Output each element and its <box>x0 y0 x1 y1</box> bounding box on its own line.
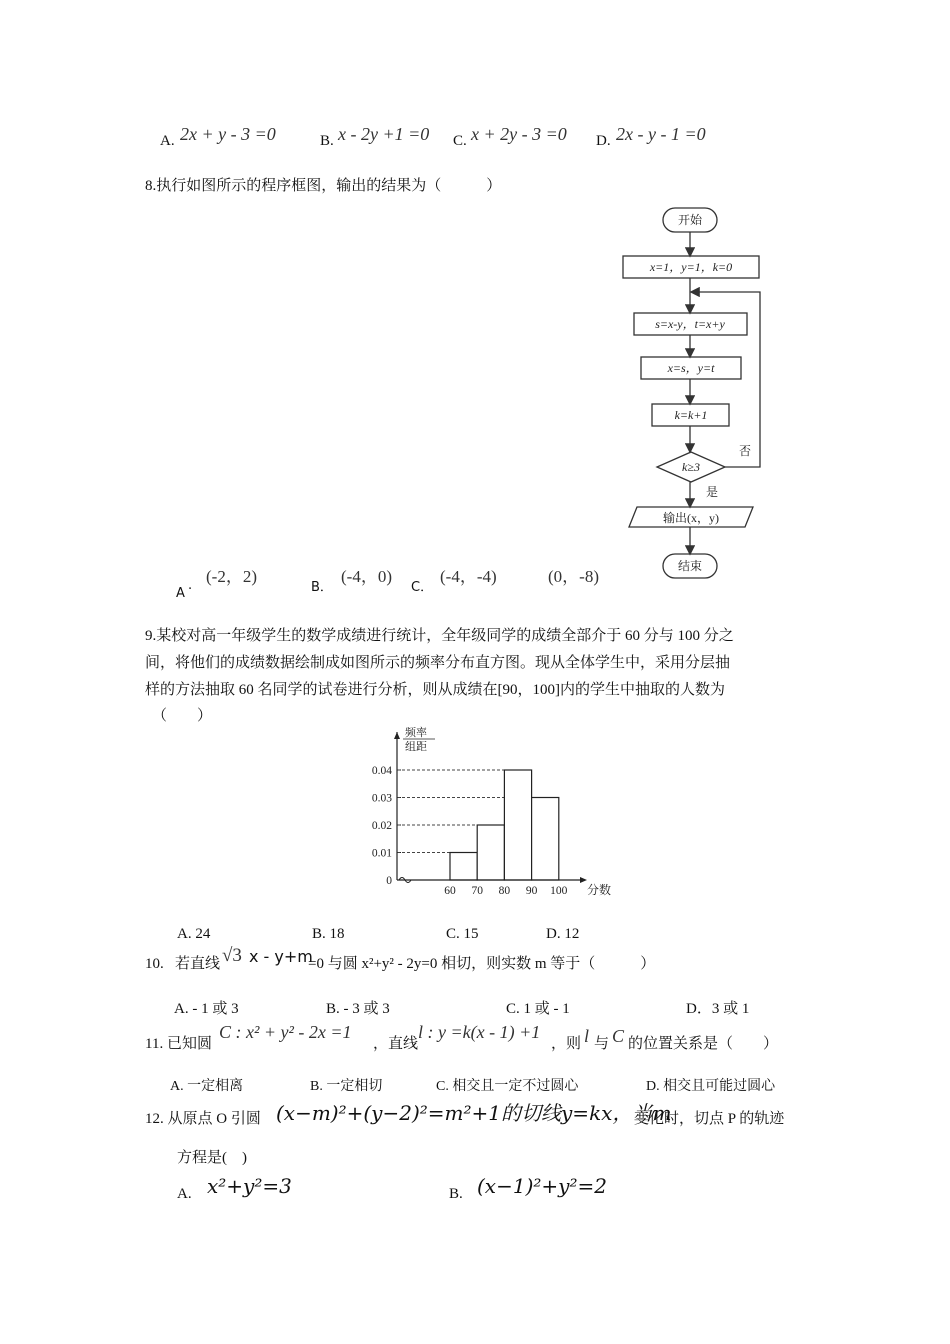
flow-condition-text: k≥3 <box>682 460 700 474</box>
q12-number: 12. 从原点 O 引圆 <box>145 1111 261 1127</box>
q11-tail-pre: ，则 <box>551 1036 582 1052</box>
q7-option-b-label: B. <box>320 133 334 149</box>
q10-number: 10. <box>145 956 164 972</box>
q11-l: l <box>584 1026 590 1046</box>
q12-option-a-expr: x²+y²=3 <box>207 1174 292 1198</box>
q11-option-b: B. 一定相切 <box>310 1079 383 1094</box>
hist-y-tick-label: 0.02 <box>371 820 392 832</box>
q12-tail: 变化时，切点 P 的轨迹 <box>634 1111 785 1127</box>
hist-x-tick-label: 70 <box>471 885 483 897</box>
q7-option-c-label: C. <box>453 133 467 149</box>
hist-bar-90-100 <box>532 798 559 881</box>
flow-yes-label: 是 <box>705 485 719 499</box>
q10-post: =0 与圆 x²+y² - 2y=0 相切，则实数 m 等于（ ） <box>308 956 656 972</box>
q8-option-b-value: (-4，0) <box>341 567 392 586</box>
q9-option-b: B. 18 <box>312 926 345 942</box>
q7-option-a-expr: 2x + y - 3 =0 <box>180 124 276 144</box>
q11-option-a: A. 一定相离 <box>170 1079 244 1094</box>
q8-option-b-label: B． <box>311 580 333 595</box>
q10-pre: 若直线 <box>175 956 221 972</box>
q11-tail: 的位置关系是（ ） <box>628 1036 779 1052</box>
hist-y-arrow <box>394 732 400 739</box>
q11-c: C <box>612 1026 625 1046</box>
q8-option-a-label: A <box>176 586 185 601</box>
hist-y-tick-label: 0.03 <box>371 792 392 805</box>
q7-option-a-label: A. <box>160 133 175 149</box>
q11-mid: ，直线 <box>373 1036 419 1052</box>
hist-bar-70-80 <box>477 825 504 880</box>
q11-circle-eq: C : x² + y² - 2x =1 <box>219 1022 352 1042</box>
q7-option-c-expr: x + 2y - 3 =0 <box>471 124 567 144</box>
q9-stem-line-1: 9.某校对高一年级学生的数学成绩进行统计，全年级同学的成绩全部介于 60 分与 100 分之 <box>145 628 734 644</box>
q7-option-d-label: D. <box>596 133 611 149</box>
q11-with: 与 <box>594 1036 610 1052</box>
q10-option-c: C. 1 或 - 1 <box>506 1001 570 1017</box>
q12-option-b-expr: (x−1)²+y²=2 <box>477 1174 607 1198</box>
hist-bar-80-90 <box>504 770 531 880</box>
hist-x-tick-label: 60 <box>444 885 456 897</box>
q9-stem-line-4: （ ） <box>152 708 213 724</box>
hist-bar-60-70 <box>450 853 477 881</box>
q9-option-c: C. 15 <box>446 926 479 942</box>
q10-option-d: D．3 或 1 <box>686 1001 750 1017</box>
hist-ylabel-top: 频率 <box>405 727 427 739</box>
hist-x-tick-label: 100 <box>550 885 568 897</box>
flow-step3-text: k=k+1 <box>674 408 708 422</box>
q12-expr: (x−m)²+(y−2)²=m²+1的切线y=kx，当m <box>276 1101 672 1125</box>
flow-step1-text: s=x-y，t=x+y <box>655 317 725 331</box>
hist-x-arrow <box>580 877 587 883</box>
q8-option-a-value: (-2，2) <box>206 567 257 586</box>
flow-step2-text: x=s，y=t <box>667 361 715 375</box>
q7-option-d-expr: 2x - y - 1 =0 <box>616 124 706 144</box>
q8-option-a-dot: . <box>188 578 193 593</box>
q8-option-d-value: (0，-8) <box>548 567 599 586</box>
q11-number: 11. 已知圆 <box>145 1036 212 1052</box>
q8-option-c-label: C． <box>411 580 434 595</box>
hist-y-tick-label: 0 <box>386 875 392 887</box>
q12-option-a-label: A. <box>177 1186 192 1202</box>
q12-line2: 方程是( ) <box>177 1150 247 1166</box>
q8-option-c-value: (-4，-4) <box>440 567 497 586</box>
flow-start-text: 开始 <box>677 213 703 227</box>
hist-ylabel-bottom: 组距 <box>405 741 427 753</box>
flow-end-text: 结束 <box>677 559 703 573</box>
hist-xlabel: 分数 <box>587 883 612 897</box>
q9-option-d: D. 12 <box>546 926 580 942</box>
q9-histogram <box>355 722 615 902</box>
q10-expr: x - y+m <box>249 947 313 966</box>
flow-no-label: 否 <box>738 444 752 458</box>
q9-stem-line-2: 间，将他们的成绩数据绘制成如图所示的频率分布直方图。现从全体学生中，采用分层抽 <box>145 655 731 671</box>
hist-y-tick-label: 0.04 <box>371 765 392 777</box>
q7-option-b-expr: x - 2y +1 =0 <box>338 124 430 144</box>
hist-x-tick-label: 80 <box>498 885 511 897</box>
flow-init-text: x=1，y=1，k=0 <box>649 260 733 274</box>
q11-option-d: D. 相交且可能过圆心 <box>646 1079 776 1094</box>
q12-option-b-label: B. <box>449 1186 463 1202</box>
hist-x-tick-label: 90 <box>525 885 538 897</box>
q10-option-b: B. - 3 或 3 <box>326 1001 390 1017</box>
q10-sqrt: √3 <box>222 945 242 966</box>
q8-stem: 8.执行如图所示的程序框图，输出的结果为（ ） <box>145 178 502 194</box>
flow-output-text: 输出(x，y) <box>663 511 719 525</box>
q10-option-a: A. - 1 或 3 <box>174 1001 239 1017</box>
hist-y-tick-label: 0.01 <box>371 847 392 860</box>
q9-stem-line-3: 样的方法抽取 60 名同学的试卷进行分析，则从成绩在[90，100]内的学生中抽取的人数为 <box>145 682 725 698</box>
q8-flowchart <box>615 200 775 585</box>
q9-option-a: A. 24 <box>177 926 211 942</box>
q11-line-eq: l : y =k(x - 1) +1 <box>418 1022 541 1042</box>
q11-option-c: C. 相交且一定不过圆心 <box>436 1079 579 1094</box>
